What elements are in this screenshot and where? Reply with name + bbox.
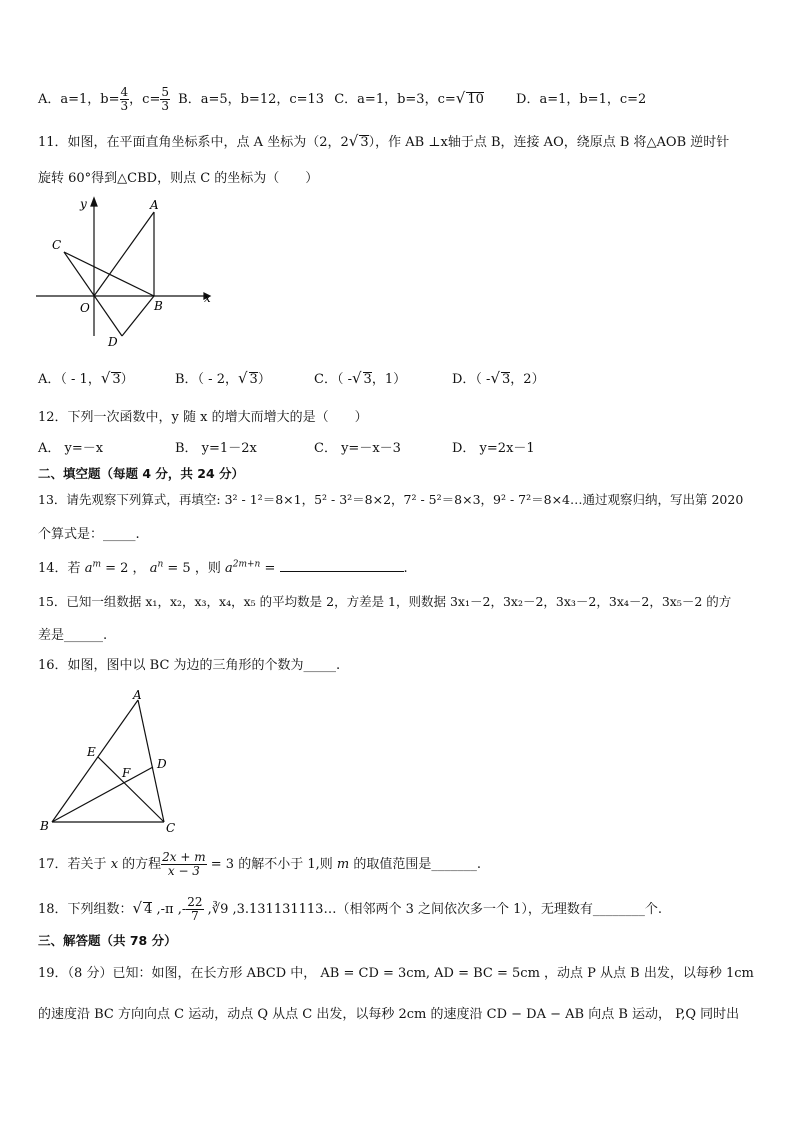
segment-DB (122, 296, 154, 336)
q12-option-a: A． y=－x (38, 441, 104, 456)
fraction: $\frac{22}{7}$ (187, 895, 203, 923)
q15-line1: 15．已知一组数据 x₁，x₂，x₃，x₄，x₅ 的平均数是 2，方差是 1，则数据 3x₁－2，3x₂－2，3x₃－2，3x₄－2，3x₅－2 的方 (38, 594, 732, 609)
answer-blank (280, 571, 404, 572)
label-F: F (122, 766, 131, 780)
segment-BD (52, 767, 153, 822)
q11-option-a: A．（ - 1，√ 3） (38, 369, 134, 387)
label-C: C (52, 238, 62, 252)
q10-option-a: A．a=1，b= $\frac{4}{3}$ ，c= $\frac{5}{3}$ (38, 85, 169, 113)
q18: 18．下列组数：√ 4 ,-π ,- $\frac{22}{7}$ ,∛9 ,3.131131113…（相邻两个 3 之间依次多一个 1），无理数有________个. (38, 895, 663, 923)
q13-line1: 13．请先观察下列算式，再填空: 3² - 1²＝8×1，5² - 3²＝8×2，7² - 5²＝8×3，9² - 7²＝8×4…通过观察归纳，写出第 2020 (38, 492, 744, 507)
q11-coordinate-figure (36, 196, 226, 356)
y-axis-arrow (91, 198, 97, 206)
segment-BA (52, 700, 138, 822)
label-A: A (133, 688, 142, 702)
fraction: $\frac{2x + m}{x - 3}$ (162, 850, 206, 878)
label-B: B (40, 819, 49, 833)
label-A: A (150, 198, 159, 212)
fraction: $\frac{5}{3}$ (161, 85, 169, 113)
label-B: B (154, 299, 163, 313)
q11-stem-line1: 11．如图，在平面直角坐标系中，点 A 坐标为（2，2√ 3），作 AB ⊥x轴于点 B，连接 AO，绕原点 B 将△AOB 逆时针 (38, 132, 730, 150)
label-O: O (80, 301, 90, 315)
q15-line2: 差是______. (38, 628, 108, 643)
label-E: E (87, 745, 96, 759)
q16-triangle-figure (36, 688, 196, 838)
q12-option-d: D． y=2x－1 (452, 441, 535, 456)
q10-option-d: D．a=1，b=1，c=2 (516, 92, 647, 107)
q13-line2: 个算式是：_____. (38, 527, 140, 542)
label-D: D (108, 335, 118, 349)
section-heading-solutions: 三、解答题（共 78 分） (38, 933, 177, 948)
segment-OA (94, 212, 154, 296)
q11-option-d: D．（ -√ 3，2） (452, 369, 545, 387)
q16-stem: 16．如图，图中以 BC 为边的三角形的个数为_____. (38, 658, 341, 673)
q10-option-c: C．a=1，b=3，c=√ 10 (334, 89, 484, 107)
label-y: y (80, 197, 87, 211)
label-C: C (166, 821, 176, 835)
q11-stem-line2: 旋转 60°得到△CBD，则点 C 的坐标为（ ） (38, 171, 319, 186)
q12-option-b: B． y=1－2x (175, 441, 257, 456)
q11-option-c: C．（ -√ 3，1） (314, 369, 407, 387)
segment-CD (64, 252, 122, 336)
q10-option-b: B．a=5，b=12，c=13 (178, 92, 325, 107)
q17: 17．若关于 x 的方程 $\frac{2x + m}{x - 3}$ = 3 的解不小于 1,则 m 的取值范围是_______. (38, 850, 481, 878)
fraction: $\frac{4}{3}$ (120, 85, 129, 113)
section-heading-fill-in: 二、填空题（每题 4 分，共 24 分） (38, 466, 245, 481)
label-D: D (157, 757, 167, 771)
q10-options (38, 86, 646, 113)
q12-option-c: C． y=－x－3 (314, 441, 401, 456)
q12-stem: 12．下列一次函数中，y 随 x 的增大而增大的是（ ） (38, 410, 368, 425)
segment-EC (98, 757, 164, 822)
label-x: x (204, 291, 211, 305)
segment-CB (64, 252, 154, 296)
q11-option-b: B．（ - 2，√ 3） (175, 369, 271, 387)
q19-line2: 的速度沿 BC 方向向点 C 运动，动点 Q 从点 C 出发，以每秒 2cm 的速度沿 CD − DA − AB 向点 B 运动， P,Q 同时出 (38, 1007, 740, 1022)
q19-line1: 19．（8 分）已知：如图，在长方形 ABCD 中， AB = CD = 3cm, AD = BC = 5cm ，动点 P 从点 B 出发，以每秒 1cm (38, 966, 754, 981)
q14: 14．若 $a^m = 2$ ， $a^n = 5$ ，则 $a^{2m+n}$ = . (38, 559, 408, 576)
